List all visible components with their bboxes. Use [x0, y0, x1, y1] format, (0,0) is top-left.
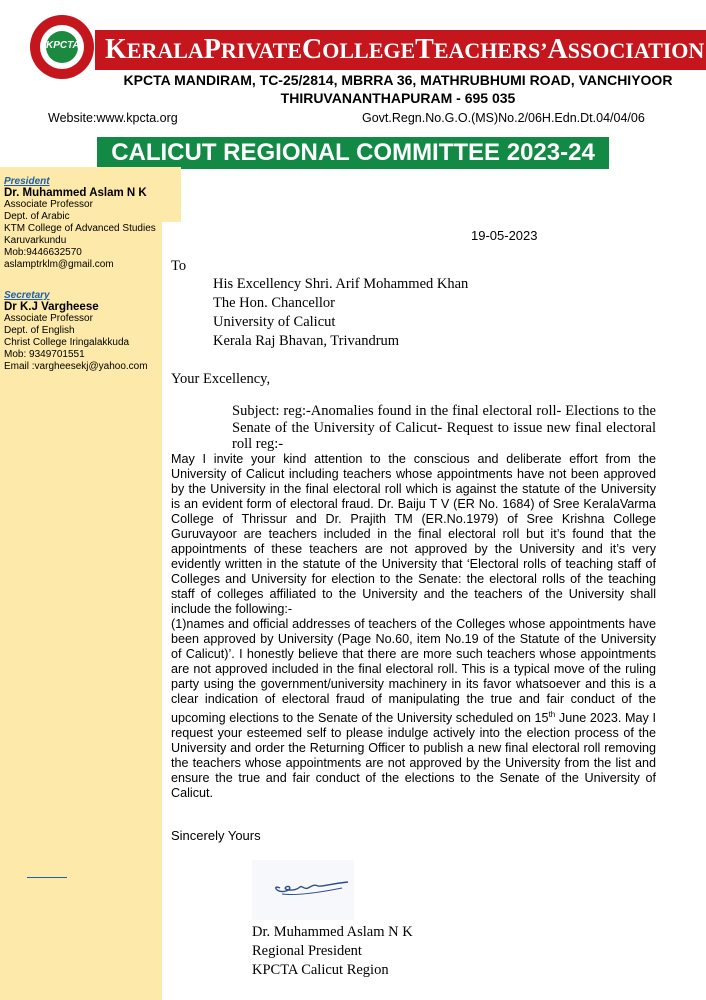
secretary-line: Dept. of English: [4, 325, 75, 336]
secretary-email: Email :vargheesekj@yahoo.com: [4, 361, 148, 372]
body-paragraph: May I invite your kind attention to the conscious and deliberate effort from the University of Calicut including teachers whose appointments have not been approved by the University in the final electoral roll which is against the statute of the University is an evident form of electoral fraud. Dr. Baiju T V (ER No. 1684) of Sree KeralaVarma College of Thrissur and Dr. Prajith TM (ER.No.1979) of Sree Krishna College Guruvayoor are teachers included in the final electoral roll but it’s found that the appointments of these teachers are not approved by the University and it’s very evidently written in the statute of the University that ‘Electoral rolls of teaching staff of Colleges and University for election to the Senate: the electoral rolls of the teaching staff of colleges affiliated to the University and the teachers of the University shall include the following:-: [171, 452, 656, 616]
logo-text: KPCTA: [46, 40, 80, 51]
signatory-title: Regional President: [252, 943, 362, 959]
recipient-line: Kerala Raj Bhavan, Trivandrum: [213, 333, 400, 349]
president-line: Associate Professor: [4, 199, 93, 210]
secretary-block: [4, 290, 148, 373]
president-email: aslamptrklm@gmail.com: [4, 259, 114, 270]
salutation: Your Excellency,: [171, 371, 271, 387]
secretary-line: Christ College Iringalakkuda: [4, 337, 130, 348]
president-name: Dr. Muhammed Aslam N K: [4, 187, 147, 199]
website-text: Website:www.kpcta.org: [48, 111, 178, 125]
secretary-line: Associate Professor: [4, 313, 93, 324]
president-line: Dept. of Arabic: [4, 211, 70, 222]
letter-body: [171, 452, 656, 801]
subject-line: Subject: reg:-Anomalies found in the final electoral roll- Elections to the Senate of the University of Calicut- Request to issue new final electoral roll reg:-: [232, 403, 656, 452]
signature-image: [252, 860, 354, 920]
president-line: KTM College of Advanced Studies: [4, 223, 156, 234]
sidebar-divider: [27, 877, 67, 878]
to-label: To: [171, 258, 187, 274]
committee-title: CALICUT REGIONAL COMMITTEE 2023-24: [111, 139, 595, 166]
recipient-line: University of Calicut: [213, 314, 336, 330]
signatory-name: Dr. Muhammed Aslam N K: [252, 924, 413, 940]
body-paragraph: (1)names and official addresses of teachers of the Colleges whose appointments have been approved by University (Page No.60, item No.19 of the Statute of the University of Calicut)’. I honestly believe that there are more such teachers whose appointments are not approved included in the final electoral roll. This is a typical move of the ruling party using the government/university machinery in its favor whatsoever and this is a clear indication of electoral fraud of manipulating the true and fair conduct of the upcoming elections to the Senate of the University scheduled on 15th June 2023. May I request your esteemed self to please indulge actively into the election process of the University and order the Returning Officer to publish a new final electoral roll removing the teachers whose appointments are not approved by the University from the list and ensure the true and fair conduct of the elections to the Senate of the University of Calicut.: [171, 617, 656, 801]
president-line: Karuvarkundu: [4, 235, 67, 246]
president-block: [4, 176, 162, 271]
secretary-role: Secretary: [4, 290, 50, 301]
registration-text: Govt.Regn.No.G.O.(MS)No.2/06H.Edn.Dt.04/04/06: [362, 111, 645, 125]
recipient-block: [213, 275, 468, 351]
president-mobile: Mob:9446632570: [4, 247, 82, 258]
address-line-2: THIRUVANANTHAPURAM - 695 035: [280, 90, 516, 106]
signatory-block: [252, 923, 413, 980]
letter-date: 19-05-2023: [471, 228, 538, 243]
secretary-name: Dr K.J Vargheese: [4, 301, 99, 313]
signatory-org: KPCTA Calicut Region: [252, 962, 389, 978]
address-line-1: KPCTA MANDIRAM, TC-25/2814, MBRRA 36, MATHRUBHUMI ROAD, VANCHIYOOR: [123, 72, 673, 88]
closing: Sincerely Yours: [171, 828, 261, 843]
org-name: KERALAPRIVATECOLLEGETEACHERS’ASSOCIATION: [105, 34, 705, 65]
secretary-mobile: Mob: 9349701551: [4, 349, 85, 360]
recipient-line: His Excellency Shri. Arif Mohammed Khan: [213, 276, 469, 292]
president-role: President: [4, 176, 50, 187]
recipient-line: The Hon. Chancellor: [213, 295, 336, 311]
